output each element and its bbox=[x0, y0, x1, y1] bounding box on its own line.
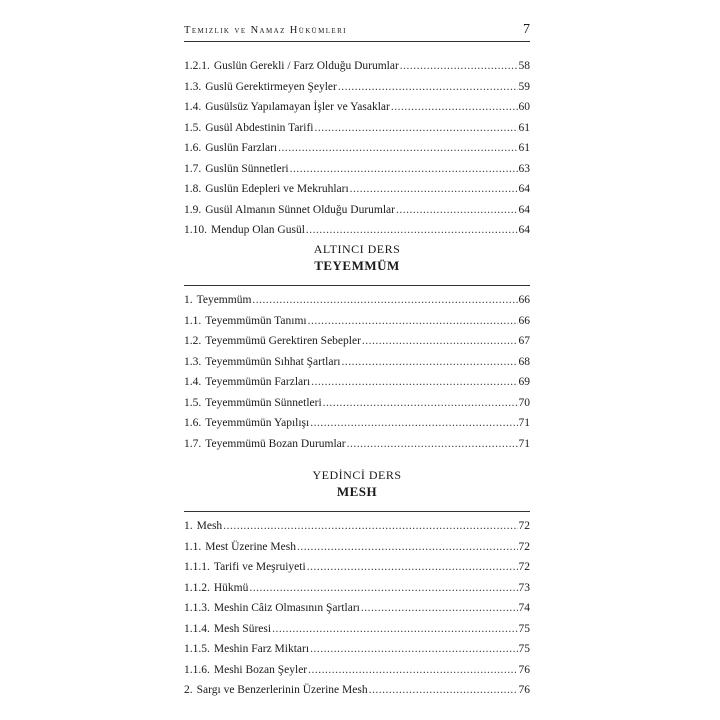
toc-entry-title: Gusül Abdestinin Tarifi bbox=[205, 121, 314, 134]
toc-dot-leader bbox=[223, 516, 517, 537]
toc-dot-leader bbox=[342, 352, 518, 373]
toc-entry-title: Teyemmümü Bozan Durumlar bbox=[205, 437, 346, 450]
toc-entry-page: 61 bbox=[518, 121, 530, 134]
toc-entry bbox=[184, 372, 530, 393]
toc-entry-title: Sargı ve Benzerlerinin Üzerine Mesh bbox=[196, 684, 368, 696]
toc-entry-title: Teyemmümün Sıhhat Şartları bbox=[205, 355, 341, 368]
toc-entry-number: 2. bbox=[184, 684, 193, 696]
toc-entry-title: Meshin Câiz Olmasının Şartları bbox=[213, 602, 360, 614]
toc-entry-page: 74 bbox=[518, 602, 530, 614]
chapter-title: TEYEMMÜM bbox=[314, 258, 400, 273]
toc-entry bbox=[184, 413, 530, 434]
toc-entry-title: Guslün Sünnetleri bbox=[205, 162, 289, 175]
toc-entry bbox=[184, 179, 530, 200]
toc-entry-list bbox=[184, 56, 530, 241]
toc-entry bbox=[184, 598, 530, 619]
toc-entry-number: 1.7. bbox=[184, 437, 202, 450]
toc-entry-page: 67 bbox=[518, 335, 530, 347]
toc-entry-number: 1.7. bbox=[184, 162, 202, 175]
page-number: 7 bbox=[523, 22, 530, 37]
toc-entry bbox=[184, 118, 530, 139]
toc-entry bbox=[184, 352, 530, 373]
toc-entry-page: 72 bbox=[518, 561, 530, 573]
toc-entry-list bbox=[184, 516, 530, 701]
toc-dot-leader bbox=[252, 290, 517, 311]
toc-dot-leader bbox=[391, 97, 518, 118]
toc-entry-page: 75 bbox=[518, 643, 530, 655]
toc-dot-leader bbox=[297, 537, 518, 558]
toc-entry-list bbox=[184, 290, 530, 454]
toc-dot-leader bbox=[323, 393, 518, 414]
toc-entry bbox=[184, 77, 530, 98]
toc-entry-number: 1.1. bbox=[184, 314, 202, 327]
toc-entry bbox=[184, 331, 530, 352]
toc-entry-number: 1. bbox=[184, 294, 193, 306]
toc-entry-page: 64 bbox=[518, 224, 530, 236]
running-title: Temizlik ve Namaz Hükümleri bbox=[184, 25, 347, 36]
toc-entry-page: 64 bbox=[518, 203, 530, 216]
toc-dot-leader bbox=[361, 598, 518, 619]
toc-entry bbox=[184, 660, 530, 681]
toc-content bbox=[184, 56, 530, 701]
toc-dot-leader bbox=[338, 77, 518, 98]
toc-dot-leader bbox=[306, 220, 518, 241]
toc-entry-title: Teyemmüm bbox=[196, 294, 252, 306]
toc-entry-title: Mest Üzerine Mesh bbox=[205, 540, 296, 553]
toc-entry-number: 1.2.1. bbox=[184, 60, 210, 72]
toc-entry-page: 63 bbox=[518, 162, 530, 175]
toc-entry-title: Guslün Farzları bbox=[205, 142, 278, 154]
toc-entry-number: 1. bbox=[184, 520, 193, 532]
toc-entry-title: Teyemmümün Sünnetleri bbox=[205, 396, 322, 409]
toc-entry-page: 71 bbox=[518, 417, 530, 429]
toc-entry-title: Mendup Olan Gusül bbox=[211, 224, 305, 236]
toc-entry-title: Meshin Farz Miktarı bbox=[213, 643, 310, 655]
toc-entry bbox=[184, 393, 530, 414]
toc-entry-number: 1.4. bbox=[184, 101, 202, 113]
toc-section-teyemmum bbox=[184, 290, 530, 455]
toc-entry-number: 1.6. bbox=[184, 417, 202, 429]
toc-entry bbox=[184, 138, 530, 159]
running-header bbox=[184, 22, 530, 42]
toc-entry-number: 1.5. bbox=[184, 396, 202, 409]
toc-entry-title: Guslün Gerekli / Farz Olduğu Durumlar bbox=[213, 60, 399, 72]
toc-section-gusul bbox=[184, 56, 530, 241]
chapter-title: MESH bbox=[336, 484, 378, 499]
toc-entry-title: Mesh bbox=[196, 520, 223, 532]
toc-entry-page: 68 bbox=[518, 355, 530, 368]
toc-dot-leader bbox=[311, 372, 517, 393]
toc-entry-page: 61 bbox=[518, 142, 530, 154]
toc-dot-leader bbox=[350, 179, 518, 200]
toc-entry-page: 75 bbox=[518, 622, 530, 635]
toc-entry bbox=[184, 516, 530, 537]
toc-entry-number: 1.1.4. bbox=[184, 622, 210, 635]
toc-entry-page: 71 bbox=[518, 437, 530, 450]
toc-entry-number: 1.9. bbox=[184, 203, 202, 216]
toc-entry-title: Meshi Bozan Şeyler bbox=[213, 663, 308, 676]
toc-entry-page: 69 bbox=[518, 376, 530, 388]
toc-entry bbox=[184, 97, 530, 118]
toc-entry-number: 1.1.6. bbox=[184, 663, 210, 676]
toc-entry-number: 1.6. bbox=[184, 142, 202, 154]
toc-entry-page: 66 bbox=[518, 314, 530, 327]
toc-entry-page: 72 bbox=[518, 540, 530, 553]
toc-entry-number: 1.1.3. bbox=[184, 602, 210, 614]
toc-entry-page: 59 bbox=[518, 80, 530, 93]
toc-dot-leader bbox=[347, 434, 518, 455]
toc-entry-page: 66 bbox=[518, 294, 530, 306]
toc-dot-leader bbox=[249, 578, 517, 599]
toc-entry-number: 1.1.2. bbox=[184, 581, 210, 594]
toc-dot-leader bbox=[307, 557, 518, 578]
toc-dot-leader bbox=[310, 413, 517, 434]
toc-entry-title: Gusülsüz Yapılamayan İşler ve Yasaklar bbox=[205, 101, 390, 113]
chapter-heading-mesh bbox=[184, 467, 530, 503]
toc-entry-number: 1.8. bbox=[184, 183, 202, 195]
toc-dot-leader bbox=[362, 331, 518, 352]
toc-entry-page: 73 bbox=[518, 581, 530, 594]
toc-entry-page: 58 bbox=[518, 60, 530, 72]
toc-entry bbox=[184, 619, 530, 640]
toc-entry-number: 1.1. bbox=[184, 540, 202, 553]
toc-dot-leader bbox=[396, 200, 518, 221]
toc-entry bbox=[184, 290, 530, 311]
toc-entry-number: 1.1.5. bbox=[184, 643, 210, 655]
toc-entry-page: 64 bbox=[518, 183, 530, 195]
toc-entry-number: 1.5. bbox=[184, 121, 202, 134]
toc-entry bbox=[184, 220, 530, 241]
toc-entry-number: 1.4. bbox=[184, 376, 202, 388]
toc-dot-leader bbox=[290, 159, 518, 180]
toc-dot-leader bbox=[314, 118, 517, 139]
toc-entry bbox=[184, 557, 530, 578]
toc-entry-page: 76 bbox=[518, 663, 530, 676]
toc-entry-number: 1.1.1. bbox=[184, 561, 210, 573]
toc-entry bbox=[184, 537, 530, 558]
toc-entry bbox=[184, 680, 530, 701]
toc-dot-leader bbox=[272, 619, 517, 640]
section-divider bbox=[184, 285, 530, 286]
toc-dot-leader bbox=[308, 311, 518, 332]
toc-entry-page: 72 bbox=[518, 520, 530, 532]
chapter-label: YEDİNCİ DERS bbox=[312, 468, 402, 482]
toc-entry-title: Teyemmümün Tanımı bbox=[205, 314, 307, 327]
toc-entry-title: Teyemmümün Farzları bbox=[205, 376, 311, 388]
toc-dot-leader bbox=[310, 639, 517, 660]
toc-entry bbox=[184, 159, 530, 180]
toc-entry bbox=[184, 434, 530, 455]
toc-entry-number: 1.10. bbox=[184, 224, 207, 236]
toc-entry-page: 76 bbox=[518, 684, 530, 696]
toc-dot-leader bbox=[400, 56, 518, 77]
toc-entry-title: Guslü Gerektirmeyen Şeyler bbox=[205, 80, 337, 93]
toc-entry bbox=[184, 578, 530, 599]
toc-entry-title: Hükmü bbox=[213, 581, 249, 594]
toc-entry bbox=[184, 200, 530, 221]
toc-entry bbox=[184, 639, 530, 660]
chapter-label: ALTINCI DERS bbox=[313, 242, 401, 256]
section-divider bbox=[184, 511, 530, 512]
toc-entry bbox=[184, 311, 530, 332]
toc-dot-leader bbox=[308, 660, 517, 681]
toc-section-mesh bbox=[184, 516, 530, 701]
chapter-heading-teyemmum bbox=[184, 241, 530, 277]
toc-entry-page: 60 bbox=[518, 101, 530, 113]
toc-entry-title: Guslün Edepleri ve Mekruhları bbox=[205, 183, 349, 195]
toc-entry-title: Gusül Almanın Sünnet Olduğu Durumlar bbox=[205, 203, 395, 216]
toc-entry-title: Mesh Süresi bbox=[213, 622, 272, 635]
toc-entry-title: Teyemmümü Gerektiren Sebepler bbox=[205, 335, 361, 347]
toc-dot-leader bbox=[278, 138, 517, 159]
toc-entry-page: 70 bbox=[518, 396, 530, 409]
toc-entry-title: Teyemmümün Yapılışı bbox=[205, 417, 310, 429]
toc-entry bbox=[184, 56, 530, 77]
toc-entry-title: Tarifi ve Meşruiyeti bbox=[213, 561, 306, 573]
toc-dot-leader bbox=[369, 680, 518, 701]
toc-entry-number: 1.2. bbox=[184, 335, 202, 347]
toc-entry-number: 1.3. bbox=[184, 355, 202, 368]
toc-entry-number: 1.3. bbox=[184, 80, 202, 93]
